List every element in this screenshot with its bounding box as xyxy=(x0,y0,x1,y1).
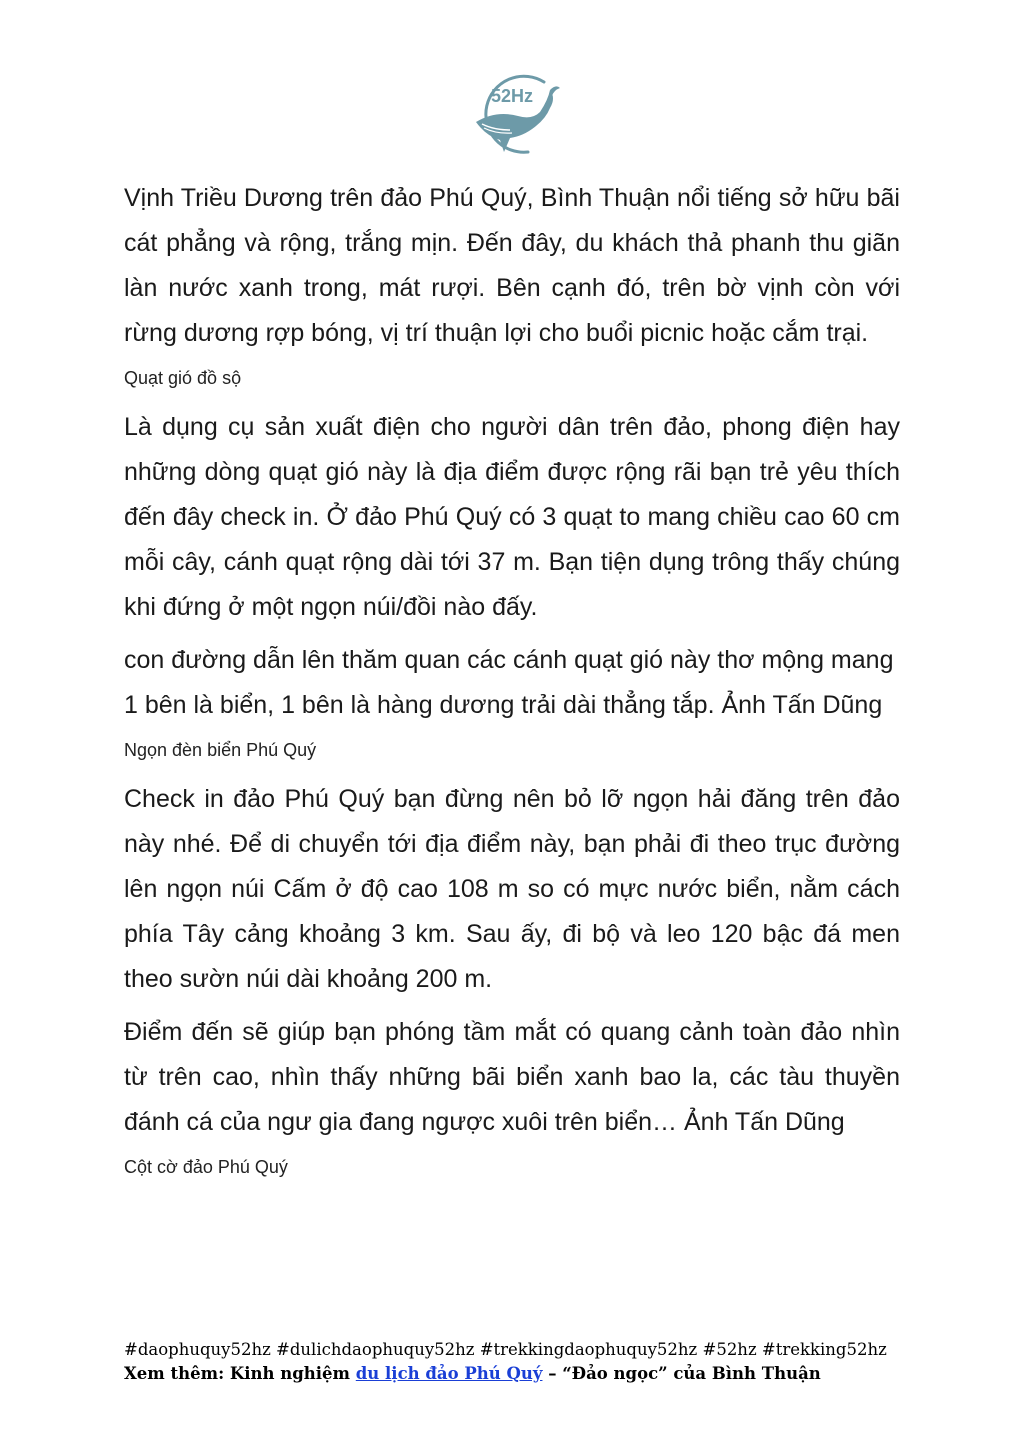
caption-cot-co: Cột cờ đảo Phú Quý xyxy=(124,1157,288,1177)
whale-logo-icon xyxy=(466,60,562,160)
logo-52hz xyxy=(466,60,562,160)
logo-text: 52Hz xyxy=(490,86,534,106)
article-body xyxy=(124,176,900,1179)
hashtags: #daophuquy52hz #dulichdaophuquy52hz #trekkingdaophuquy52hz #52hz #trekking52hz xyxy=(124,1340,887,1359)
paragraph-con-duong: con đường dẫn lên thăm quan các cánh quạt gió này thơ mộng mang 1 bên là biển, 1 bên là hàng dương trải dài thẳng tắp. Ảnh Tấn Dũng xyxy=(124,646,894,719)
see-more-suffix: – “Đảo ngọc” của Bình Thuận xyxy=(542,1364,821,1383)
see-more-prefix: Xem thêm: Kinh nghiệm xyxy=(124,1364,356,1383)
paragraph-quat-gio: Là dụng cụ sản xuất điện cho người dân trên đảo, phong điện hay những dòng quạt gió này là địa điểm được rộng rãi bạn trẻ yêu thích đến đây check in. Ở đảo Phú Quý có 3 quạt to mang chiều cao 60 cm mỗi cây, cánh quạt rộng dài tới 37 m. Bạn tiện dụng trông thấy chúng khi đứng ở một ngọn núi/đồi nào đấy. xyxy=(124,413,900,621)
footer xyxy=(124,1338,924,1386)
paragraph-trieu-duong: Vịnh Triều Dương trên đảo Phú Quý, Bình Thuận nổi tiếng sở hữu bãi cát phẳng và rộng, trắng mịn. Đến đây, du khách thả phanh thu giãn làn nước xanh trong, mát rượi. Bên cạnh đó, trên bờ vịnh còn với rừng dương rợp bóng, vị trí thuận lợi cho buổi picnic hoặc cắm trại. xyxy=(124,184,900,347)
phu-quy-travel-link[interactable]: du lịch đảo Phú Quý xyxy=(355,1364,543,1383)
paragraph-diem-den: Điểm đến sẽ giúp bạn phóng tầm mắt có quang cảnh toàn đảo nhìn từ trên cao, nhìn thấy những bãi biển xanh bao la, các tàu thuyền đánh cá của ngư gia đang ngược xuôi trên biển… Ảnh Tấn Dũng xyxy=(124,1018,900,1136)
see-more-line xyxy=(124,1362,924,1386)
caption-den-bien: Ngọn đèn biển Phú Quý xyxy=(124,740,317,760)
paragraph-hai-dang: Check in đảo Phú Quý bạn đừng nên bỏ lỡ ngọn hải đăng trên đảo này nhé. Để di chuyển tới địa điểm này, bạn phải đi theo trục đường lên ngọn núi Cấm ở độ cao 108 m so có mực nước biển, nằm cách phía Tây cảng khoảng 3 km. Sau ấy, đi bộ và leo 120 bậc đá men theo sườn núi dài khoảng 200 m. xyxy=(124,785,900,993)
caption-quat-gio: Quạt gió đồ sộ xyxy=(124,368,242,388)
